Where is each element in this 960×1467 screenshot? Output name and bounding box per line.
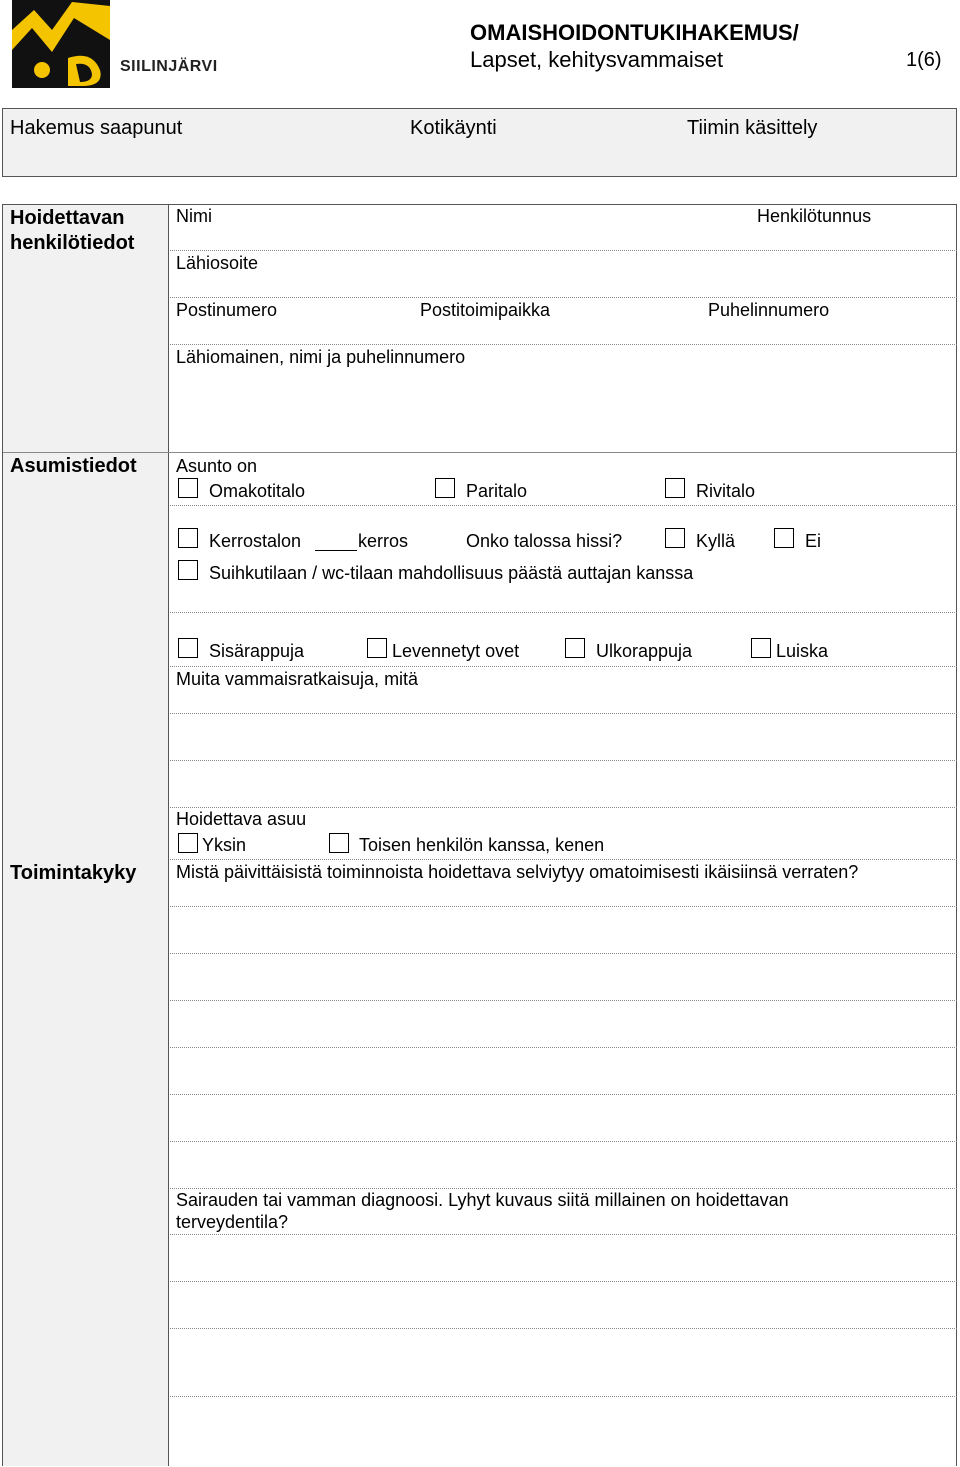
alone-label: Yksin: [202, 835, 247, 855]
name-label: Nimi: [176, 206, 212, 226]
daily-activities-line-2[interactable]: [170, 954, 957, 999]
outdoor-stairs-checkbox[interactable]: [565, 638, 585, 658]
apartment-checkbox[interactable]: [178, 528, 198, 548]
form-title: OMAISHOIDONTUKIHAKEMUS/: [470, 20, 799, 45]
post-office-label: Postitoimipaikka: [420, 300, 551, 320]
dwelling-is-label: Asunto on: [176, 456, 258, 476]
label-column: [3, 205, 168, 1466]
widened-doors-checkbox[interactable]: [367, 638, 387, 658]
daily-activities-line-6[interactable]: [170, 1142, 957, 1187]
other-solutions-line-2[interactable]: [170, 761, 957, 806]
outdoor-stairs-label: Ulkorappuja: [596, 641, 693, 661]
elevator-no-label: Ei: [805, 531, 822, 551]
field-line: [170, 1188, 957, 1189]
row-house-label: Rivitalo: [696, 481, 756, 501]
field-line: [170, 807, 957, 808]
diagnosis-line-4[interactable]: [170, 1397, 957, 1465]
elevator-no-checkbox[interactable]: [774, 528, 794, 548]
detached-checkbox[interactable]: [178, 478, 198, 498]
daily-activities-line-5[interactable]: [170, 1095, 957, 1140]
diagnosis-line-2[interactable]: [170, 1282, 957, 1327]
logo: [10, 0, 220, 90]
home-visit-label: Kotikäynti: [410, 117, 497, 139]
siilinjarvi-logo-icon: [12, 0, 112, 88]
elevator-yes-label: Kyllä: [696, 531, 736, 551]
diagnosis-label-line2: terveydentila?: [176, 1212, 289, 1232]
indoor-stairs-label: Sisärappuja: [209, 641, 305, 661]
received-label: Hakemus saapunut: [10, 117, 183, 139]
floor-input[interactable]: [315, 530, 357, 551]
team-label: Tiimin käsittely: [687, 117, 818, 139]
page-number: 1(6): [906, 49, 942, 71]
column-divider: [168, 205, 169, 1466]
floor-label: kerros: [358, 531, 409, 551]
diagnosis-line-3[interactable]: [170, 1329, 957, 1395]
phone-label: Puhelinnumero: [708, 300, 830, 320]
diagnosis-line-1[interactable]: [170, 1235, 957, 1280]
daily-activities-question: Mistä päivittäisistä toiminnoista hoidettava selviytyy omatoimisesti ikäisiinsä verraten?: [176, 862, 859, 882]
ramp-checkbox[interactable]: [751, 638, 771, 658]
form-subtitle: Lapset, kehitysvammaiset: [470, 47, 724, 72]
postcode-label: Postinumero: [176, 300, 278, 320]
lives-label: Hoidettava asuu: [176, 809, 307, 829]
daily-activities-line-4[interactable]: [170, 1048, 957, 1093]
other-solutions-line-1[interactable]: [170, 714, 957, 759]
with-other-checkbox[interactable]: [329, 833, 349, 853]
semi-detached-checkbox[interactable]: [435, 478, 455, 498]
widened-doors-label: Levennetyt ovet: [392, 641, 520, 661]
field-line: [170, 666, 957, 667]
ramp-label: Luiska: [776, 641, 829, 661]
field-line: [170, 612, 957, 613]
field-line: [170, 505, 957, 506]
daily-activities-line-3[interactable]: [170, 1001, 957, 1046]
semi-detached-label: Paritalo: [466, 481, 528, 501]
elevator-question: Onko talossa hissi?: [466, 531, 623, 551]
postcode-field[interactable]: [170, 298, 957, 343]
ssn-label: Henkilötunnus: [757, 206, 872, 226]
section-divider: [3, 452, 957, 453]
address-label: Lähiosoite: [176, 253, 259, 273]
with-other-label: Toisen henkilön kanssa, kenen: [359, 835, 605, 855]
diagnosis-label-line1: Sairauden tai vamman diagnoosi. Lyhyt kuvaus siitä millainen on hoidettavan: [176, 1190, 789, 1210]
row-house-checkbox[interactable]: [665, 478, 685, 498]
field-line: [170, 859, 957, 860]
bathroom-access-label: Suihkutilaan / wc-tilaan mahdollisuus päästä auttajan kanssa: [209, 563, 694, 583]
address-field[interactable]: [170, 251, 957, 296]
detached-label: Omakotitalo: [209, 481, 306, 501]
housing-section-label: Asumistiedot: [10, 455, 137, 477]
bathroom-access-checkbox[interactable]: [178, 560, 198, 580]
person-section-label: Hoidettavan henkilötiedot: [10, 207, 135, 254]
indoor-stairs-checkbox[interactable]: [178, 638, 198, 658]
logo-text: SIILINJÄRVI: [120, 58, 218, 75]
ability-section-label: Toimintakyky: [10, 862, 137, 884]
apartment-label: Kerrostalon: [209, 531, 302, 551]
other-solutions-label: Muita vammaisratkaisuja, mitä: [176, 669, 419, 689]
elevator-yes-checkbox[interactable]: [665, 528, 685, 548]
alone-checkbox[interactable]: [178, 833, 198, 853]
daily-activities-line-1[interactable]: [170, 907, 957, 952]
next-of-kin-label: Lähiomainen, nimi ja puhelinnumero: [176, 347, 466, 367]
